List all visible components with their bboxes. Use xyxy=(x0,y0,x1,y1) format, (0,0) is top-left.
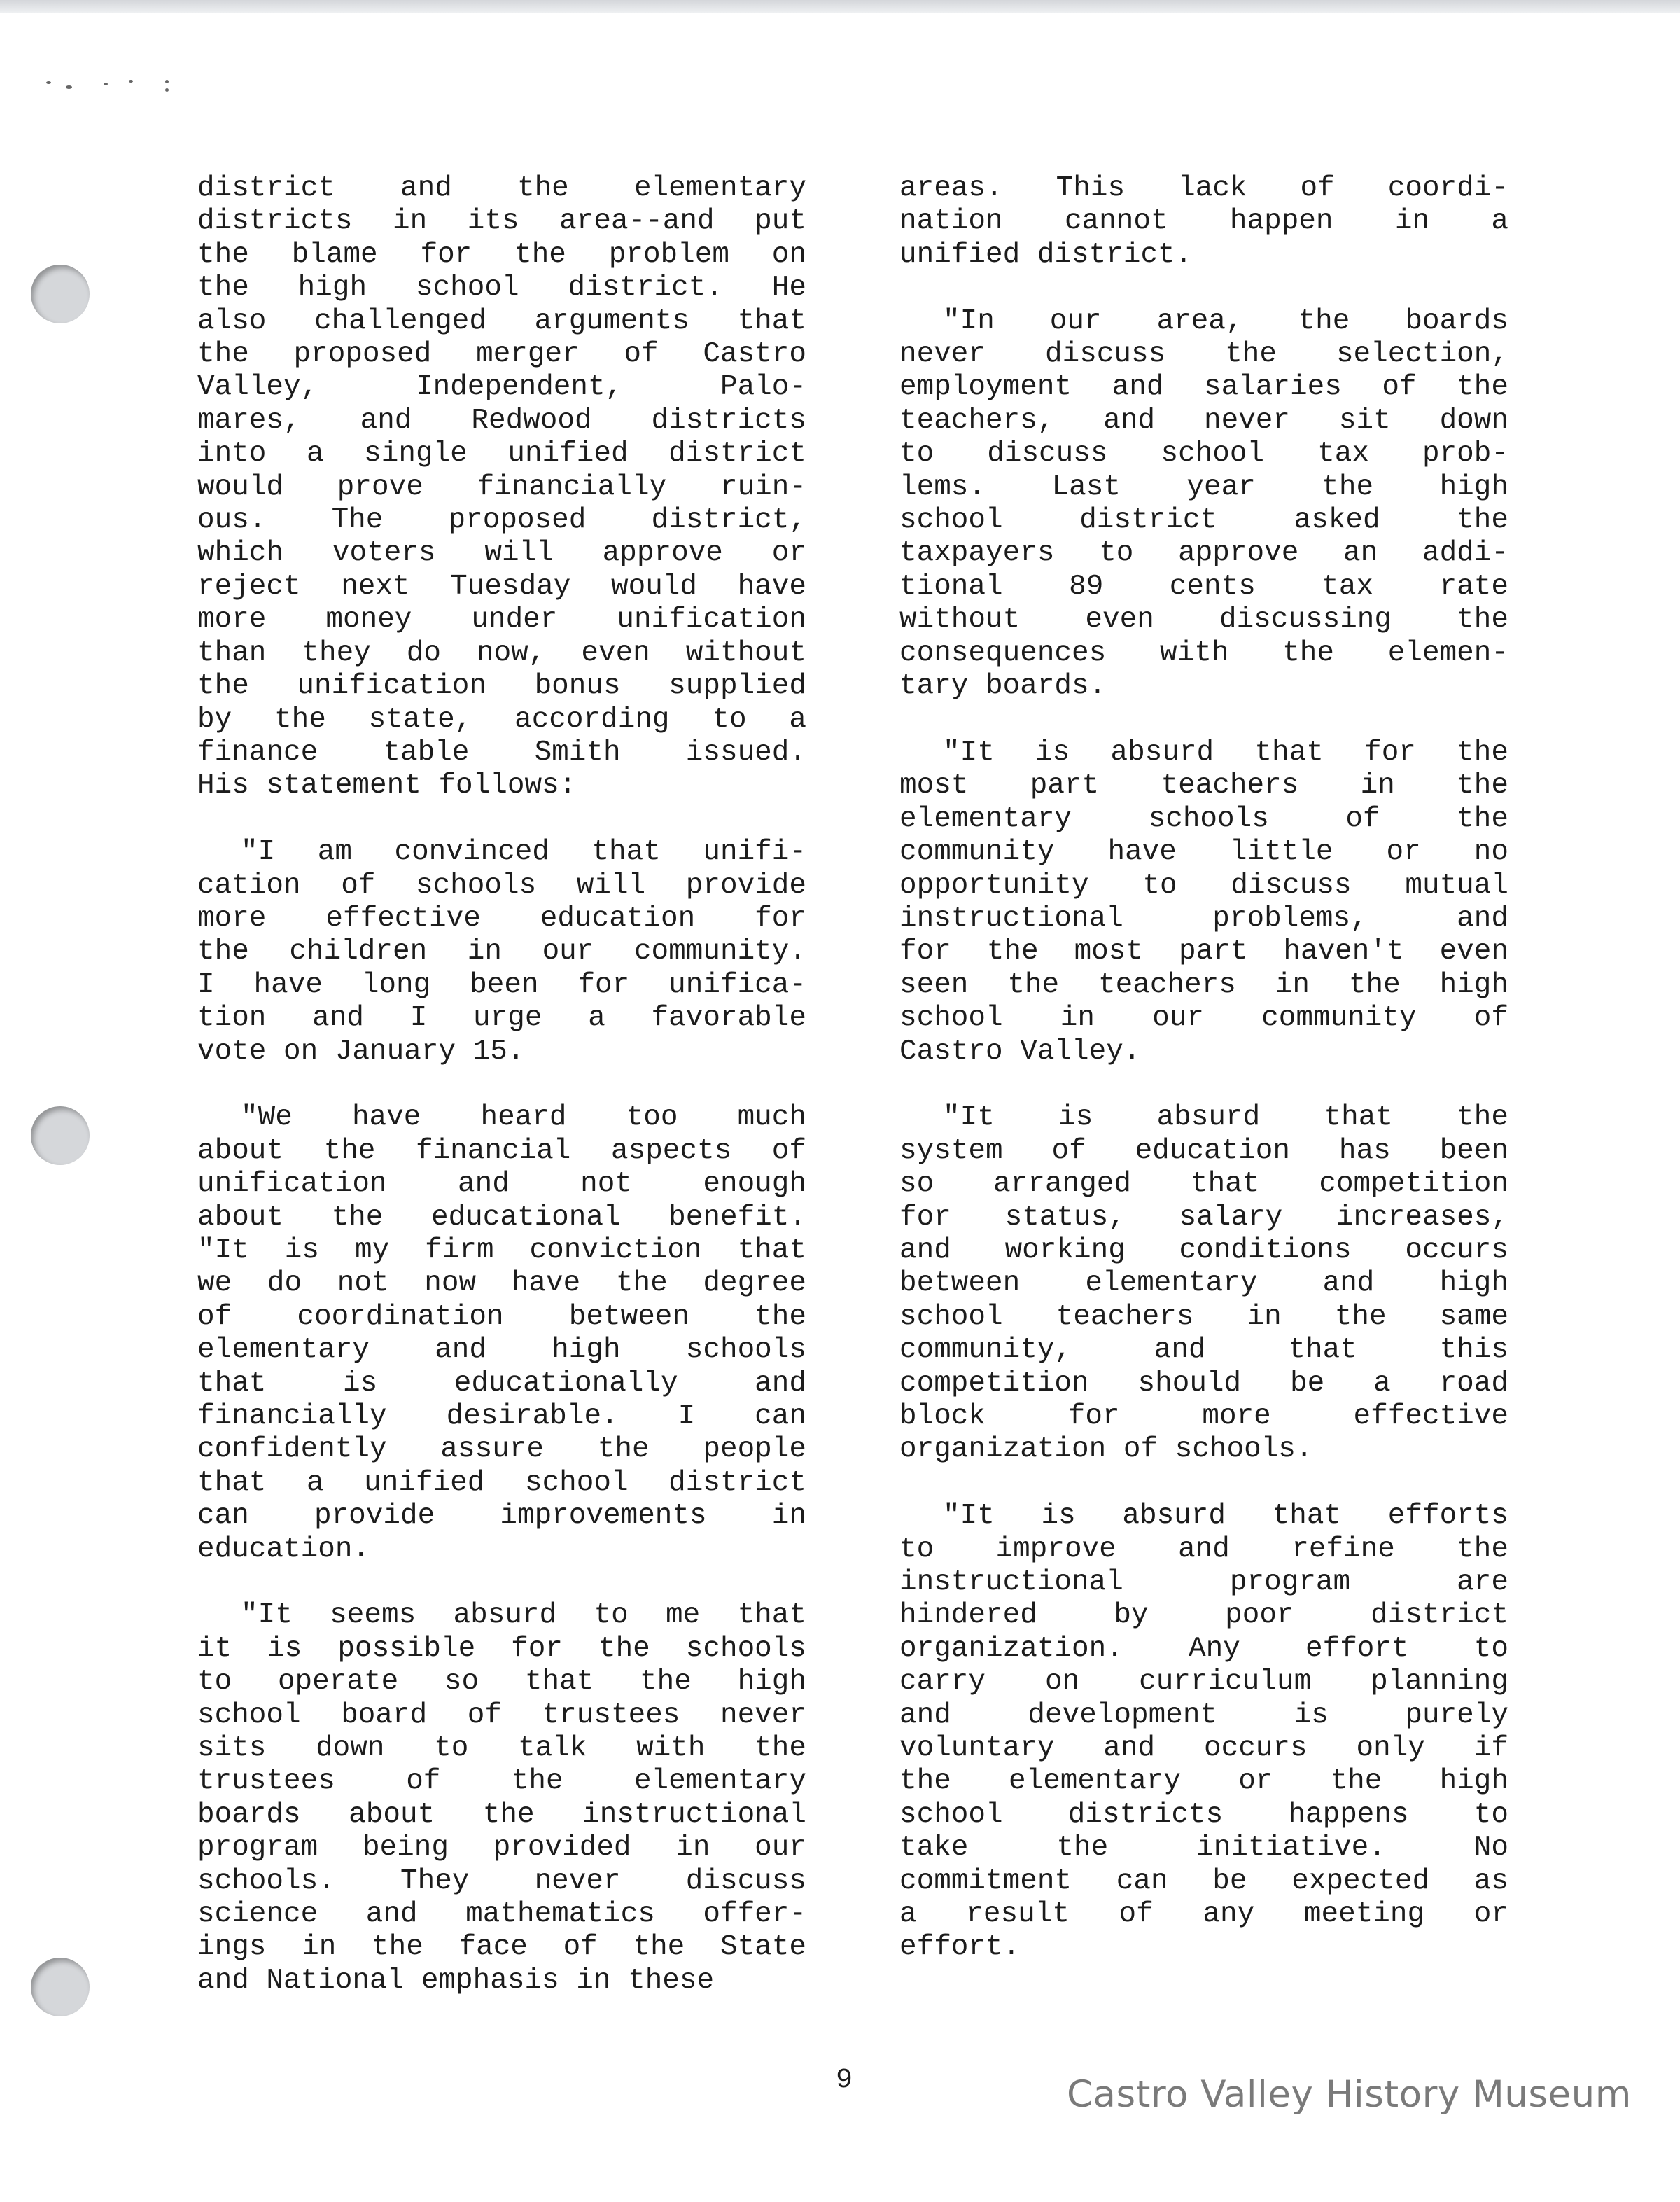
text-line: "It is absurd that the xyxy=(943,1101,1508,1134)
paragraph xyxy=(899,1101,1508,1466)
text-line: taxpayers to approve an addi- xyxy=(899,537,1508,570)
text-line: without even discussing the xyxy=(899,604,1508,636)
text-line: for status, salary increases, xyxy=(899,1201,1508,1234)
text-line: tion and I urge a favorable xyxy=(197,1002,806,1035)
text-line: more effective education for xyxy=(197,902,806,935)
text-line: mares, and Redwood districts xyxy=(197,404,806,437)
text-line: more money under unification xyxy=(197,604,806,636)
text-line: "It is my firm conviction that xyxy=(197,1234,806,1267)
text-line: and development is purely xyxy=(899,1699,1508,1731)
text-line: also challenged arguments that xyxy=(197,305,806,337)
right-text-column xyxy=(899,172,1508,1965)
text-line: between elementary and high xyxy=(899,1267,1508,1300)
text-line: take the initiative. No xyxy=(899,1832,1508,1865)
binder-hole-top xyxy=(31,265,90,323)
text-line: financially desirable. I can xyxy=(197,1400,806,1433)
binder-hole-bottom xyxy=(31,1958,90,2016)
text-line: areas. This lack of coordi- xyxy=(899,172,1508,204)
text-line: "I am convinced that unifi- xyxy=(241,836,806,869)
text-line: and working conditions occurs xyxy=(899,1234,1508,1267)
text-line: science and mathematics offer- xyxy=(197,1898,806,1931)
text-line: sits down to talk with the xyxy=(197,1732,806,1765)
text-line: to improve and refine the xyxy=(899,1533,1508,1566)
text-line: would prove financially ruin- xyxy=(197,471,806,503)
text-line: I have long been for unifica- xyxy=(197,968,806,1001)
text-line: cation of schools will provide xyxy=(197,869,806,902)
text-line: school teachers in the same xyxy=(899,1300,1508,1333)
text-line: teachers, and never sit down xyxy=(899,404,1508,437)
text-line: school board of trustees never xyxy=(197,1699,806,1731)
paragraph xyxy=(899,737,1508,1068)
text-line: Castro Valley. xyxy=(899,1035,1141,1068)
left-text-column xyxy=(197,172,806,1998)
text-line: elementary schools of the xyxy=(899,802,1508,835)
text-line: than they do now, even without xyxy=(197,636,806,669)
text-line: employment and salaries of the xyxy=(899,371,1508,404)
text-line: "It is absurd that for the xyxy=(943,736,1508,769)
text-line: system of education has been xyxy=(899,1134,1508,1167)
scan-specks xyxy=(46,76,186,97)
text-line: unification and not enough xyxy=(197,1168,806,1201)
paragraph xyxy=(899,172,1508,272)
museum-watermark: Castro Valley History Museum xyxy=(1067,2073,1632,2116)
text-line: effort. xyxy=(899,1931,1021,1964)
text-line: the blame for the problem on xyxy=(197,238,806,271)
scan-top-edge xyxy=(0,0,1680,13)
text-line: and National emphasis in these xyxy=(197,1964,715,1997)
text-line: school in our community of xyxy=(899,1002,1508,1035)
text-line: finance table Smith issued. xyxy=(197,736,806,769)
text-line: nation cannot happen in a xyxy=(899,205,1508,238)
text-line: reject next Tuesday would have xyxy=(197,570,806,603)
paragraph xyxy=(197,172,806,803)
text-line: that is educationally and xyxy=(197,1367,806,1400)
text-line: for the most part haven't even xyxy=(899,935,1508,968)
text-line: the unification bonus supplied xyxy=(197,670,806,703)
text-line: community, and that this xyxy=(899,1334,1508,1367)
text-line: program being provided in our xyxy=(197,1832,806,1865)
text-line: most part teachers in the xyxy=(899,769,1508,802)
text-line: we do not now have the degree xyxy=(197,1267,806,1300)
text-line: His statement follows: xyxy=(197,769,577,802)
text-line: unified district. xyxy=(899,238,1193,271)
text-line: into a single unified district xyxy=(197,438,806,471)
text-line: instructional program are xyxy=(899,1566,1508,1598)
text-line: confidently assure the people xyxy=(197,1433,806,1466)
text-line: by the state, according to a xyxy=(197,703,806,736)
text-line: to operate so that the high xyxy=(197,1666,806,1699)
text-line: carry on curriculum planning xyxy=(899,1666,1508,1699)
text-line: education. xyxy=(197,1533,370,1566)
text-line: tional 89 cents tax rate xyxy=(899,570,1508,603)
text-line: lems. Last year the high xyxy=(899,471,1508,503)
text-line: never discuss the selection, xyxy=(899,338,1508,371)
text-line: trustees of the elementary xyxy=(197,1765,806,1798)
paragraph xyxy=(197,836,806,1068)
text-line: a result of any meeting or xyxy=(899,1898,1508,1931)
text-line: elementary and high schools xyxy=(197,1334,806,1367)
text-line: it is possible for the schools xyxy=(197,1632,806,1665)
text-line: seen the teachers in the high xyxy=(899,968,1508,1001)
page-number: 9 xyxy=(836,2065,853,2096)
text-line: block for more effective xyxy=(899,1400,1508,1433)
text-line: organization of schools. xyxy=(899,1433,1313,1466)
text-line: districts in its area--and put xyxy=(197,205,806,238)
text-line: organization. Any effort to xyxy=(899,1632,1508,1665)
text-line: which voters will approve or xyxy=(197,537,806,570)
paragraph xyxy=(899,305,1508,704)
text-line: voluntary and occurs only if xyxy=(899,1732,1508,1765)
binder-hole-middle xyxy=(31,1106,90,1165)
text-line: the proposed merger of Castro xyxy=(197,338,806,371)
text-line: Valley, Independent, Palo- xyxy=(197,371,806,404)
text-line: tary boards. xyxy=(899,670,1107,703)
paragraph xyxy=(197,1101,806,1566)
text-line: competition should be a road xyxy=(899,1367,1508,1400)
text-line: so arranged that competition xyxy=(899,1168,1508,1201)
text-line: "It seems absurd to me that xyxy=(241,1599,806,1632)
text-line: hindered by poor district xyxy=(899,1599,1508,1632)
text-line: vote on January 15. xyxy=(197,1035,525,1068)
text-line: about the educational benefit. xyxy=(197,1201,806,1234)
text-line: of coordination between the xyxy=(197,1300,806,1333)
text-line: the children in our community. xyxy=(197,935,806,968)
text-line: school district asked the xyxy=(899,504,1508,537)
text-line: instructional problems, and xyxy=(899,902,1508,935)
text-line: schools. They never discuss xyxy=(197,1865,806,1897)
text-line: boards about the instructional xyxy=(197,1798,806,1831)
text-line: district and the elementary xyxy=(197,172,806,204)
text-line: about the financial aspects of xyxy=(197,1134,806,1167)
text-line: "We have heard too much xyxy=(241,1101,806,1134)
paragraph xyxy=(197,1599,806,1998)
text-line: that a unified school district xyxy=(197,1466,806,1499)
text-line: to discuss school tax prob- xyxy=(899,438,1508,471)
text-line: "It is absurd that efforts xyxy=(943,1500,1508,1533)
text-line: the high school district. He xyxy=(197,272,806,305)
text-line: commitment can be expected as xyxy=(899,1865,1508,1897)
text-line: community have little or no xyxy=(899,836,1508,869)
text-line: ings in the face of the State xyxy=(197,1931,806,1964)
text-line: can provide improvements in xyxy=(197,1500,806,1533)
text-line: "In our area, the boards xyxy=(943,305,1508,337)
text-line: ous. The proposed district, xyxy=(197,504,806,537)
text-line: the elementary or the high xyxy=(899,1765,1508,1798)
text-line: opportunity to discuss mutual xyxy=(899,869,1508,902)
paragraph xyxy=(899,1500,1508,1965)
text-line: consequences with the elemen- xyxy=(899,636,1508,669)
text-line: school districts happens to xyxy=(899,1798,1508,1831)
